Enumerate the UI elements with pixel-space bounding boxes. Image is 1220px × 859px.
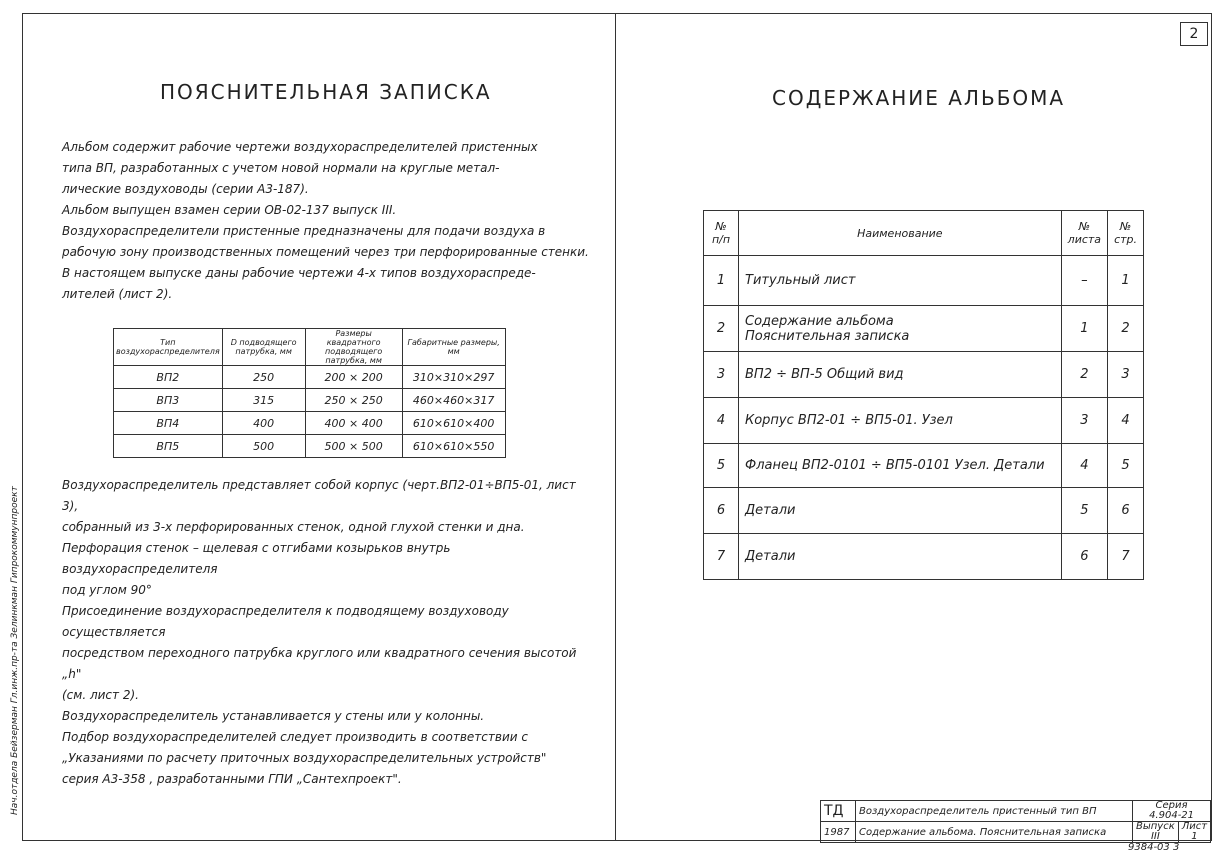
table-cell: ВП2 (114, 366, 223, 389)
title-stamp (820, 800, 1211, 843)
table-cell: 1 (1061, 306, 1107, 352)
issue-value: III (1150, 831, 1160, 842)
text-line: лителей (лист 2). (62, 287, 173, 301)
table-cell: ВП2 ÷ ВП-5 Общий вид (739, 352, 1062, 398)
text-line: собранный из 3-х перфорированных стенок, одной глухой стенки и дна. (62, 520, 525, 534)
table-cell: ВП5 (114, 435, 223, 458)
table-cell: Детали (739, 534, 1062, 580)
table-cell: 400 × 400 (305, 412, 402, 435)
col-page: № стр. (1108, 211, 1144, 256)
table-cell: Титульный лист (739, 256, 1062, 306)
page-divider (615, 13, 616, 841)
table-row (114, 435, 506, 458)
text-line: „Указаниями по расчету приточных воздухораспределительных устройств" (62, 751, 547, 765)
left-title: ПОЯСНИТЕЛЬНАЯ ЗАПИСКА (160, 80, 492, 104)
text-line: В настоящем выпуске даны рабочие чертежи 4-х типов воздухораспреде- (62, 266, 536, 280)
table-row (704, 398, 1144, 444)
text-line: Воздухораспределители пристенные предназначены для подачи воздуха в (62, 224, 546, 238)
text-line: (см. лист 2). (62, 688, 139, 702)
table-cell: 5 (704, 444, 739, 488)
table-cell: 4 (1108, 398, 1144, 444)
text-line: под углом 90° (62, 583, 152, 597)
text-line: Воздухораспределитель устанавливается у стены или у колонны. (62, 709, 485, 723)
table-cell: 3 (704, 352, 739, 398)
table-row (114, 389, 506, 412)
table-cell: 610×610×400 (402, 412, 505, 435)
table-cell: 7 (1108, 534, 1144, 580)
text-line: рабочую зону производственных помещений через три перфорированные стенки. (62, 245, 589, 259)
table-cell: 200 × 200 (305, 366, 402, 389)
table-cell: ВП4 (114, 412, 223, 435)
table-row (114, 412, 506, 435)
table-cell: 6 (704, 488, 739, 534)
table-cell: 1 (1108, 256, 1144, 306)
description-paragraph (62, 475, 592, 790)
table-cell: Содержание альбома Пояснительная записка (739, 306, 1062, 352)
table-cell: 4 (704, 398, 739, 444)
table-cell: 4 (1061, 444, 1107, 488)
table-cell: 5 (1108, 444, 1144, 488)
table-cell: 2 (1061, 352, 1107, 398)
right-title: СОДЕРЖАНИЕ АЛЬБОМА (772, 86, 1066, 110)
table-cell: 3 (1108, 352, 1144, 398)
table-row (704, 534, 1144, 580)
col-type: Тип воздухораспределителя (114, 329, 223, 366)
text-line: Подбор воздухораспределителей следует производить в соответствии с (62, 730, 528, 744)
text-line: серия А3-358 , разработанными ГПИ „Сантехпроект". (62, 772, 402, 786)
text-line: Присоединение воздухораспределителя к подводящему воздуховоду осуществляется (62, 604, 509, 639)
text-line: Альбом выпущен взамен серии ОВ-02-137 выпуск III. (62, 203, 397, 217)
table-row (704, 444, 1144, 488)
stamp-year: 1987 (821, 822, 856, 843)
table-cell: 2 (704, 306, 739, 352)
table-row (704, 352, 1144, 398)
table-row (704, 256, 1144, 306)
table-cell: Детали (739, 488, 1062, 534)
table-row (704, 488, 1144, 534)
text-line: посредством переходного патрубка круглого или квадратного сечения высотой „h" (62, 646, 577, 681)
table-cell: 310×310×297 (402, 366, 505, 389)
intro-paragraph (62, 137, 592, 305)
stamp-issue (1133, 822, 1179, 843)
table-cell: 460×460×317 (402, 389, 505, 412)
col-overall: Габаритные размеры, мм (402, 329, 505, 366)
table-row (704, 306, 1144, 352)
table-cell: 610×610×550 (402, 435, 505, 458)
text-line: Перфорация стенок – щелевая с отгибами козырьков внутрь воздухораспределителя (62, 541, 451, 576)
issue-label: Выпуск (1136, 821, 1175, 832)
table-cell: 315 (222, 389, 305, 412)
table-cell: 1 (704, 256, 739, 306)
side-signatures: Нач.отдела Бейзерман Гл.инж.пр-та Зелинкман Гипрокоммунпроект (10, 486, 20, 815)
text-line: лические воздуховоды (серии А3-187). (62, 182, 309, 196)
stamp-series (1133, 801, 1211, 822)
stamp-sheet (1178, 822, 1210, 843)
stamp-subtitle: Содержание альбома. Пояснительная записка (856, 822, 1133, 843)
col-num: № п/п (704, 211, 739, 256)
table-cell: ВП3 (114, 389, 223, 412)
sheet-value: 1 (1191, 831, 1198, 842)
table-cell: 250 (222, 366, 305, 389)
series-label: Серия (1155, 800, 1188, 811)
sheet-number: 2 (1180, 22, 1208, 46)
table-cell: 6 (1061, 534, 1107, 580)
table-cell: 7 (704, 534, 739, 580)
stamp-title: Воздухораспределитель пристенный тип ВП (856, 801, 1133, 822)
table-cell: Корпус ВП2-01 ÷ ВП5-01. Узел (739, 398, 1062, 444)
sheet-label: Лист (1181, 821, 1208, 832)
text-line: типа ВП, разработанных с учетом новой нормали на круглые метал- (62, 161, 500, 175)
col-square: Размеры квадратного подводящего патрубка, мм (305, 329, 402, 366)
stamp-td: ТД (821, 801, 856, 822)
col-diameter: D подводящего патрубка, мм (222, 329, 305, 366)
table-cell: 2 (1108, 306, 1144, 352)
table-cell: 500 × 500 (305, 435, 402, 458)
text-line: Воздухораспределитель представляет собой корпус (черт.ВП2-01÷ВП5-01, лист 3), (62, 478, 576, 513)
table-cell: 400 (222, 412, 305, 435)
series-value: 4.904-21 (1149, 810, 1195, 821)
col-sheet: № листа (1061, 211, 1107, 256)
types-table (113, 328, 506, 458)
table-cell: 500 (222, 435, 305, 458)
table-cell: 6 (1108, 488, 1144, 534)
text-line: Альбом содержит рабочие чертежи воздухораспределителей пристенных (62, 140, 538, 154)
table-cell: 5 (1061, 488, 1107, 534)
col-name: Наименование (739, 211, 1062, 256)
contents-table (703, 210, 1144, 580)
table-cell: Фланец ВП2-0101 ÷ ВП5-0101 Узел. Детали (739, 444, 1062, 488)
table-row (114, 366, 506, 389)
archive-number: 9384-03 3 (1128, 842, 1180, 853)
table-cell: – (1061, 256, 1107, 306)
table-cell: 3 (1061, 398, 1107, 444)
table-cell: 250 × 250 (305, 389, 402, 412)
